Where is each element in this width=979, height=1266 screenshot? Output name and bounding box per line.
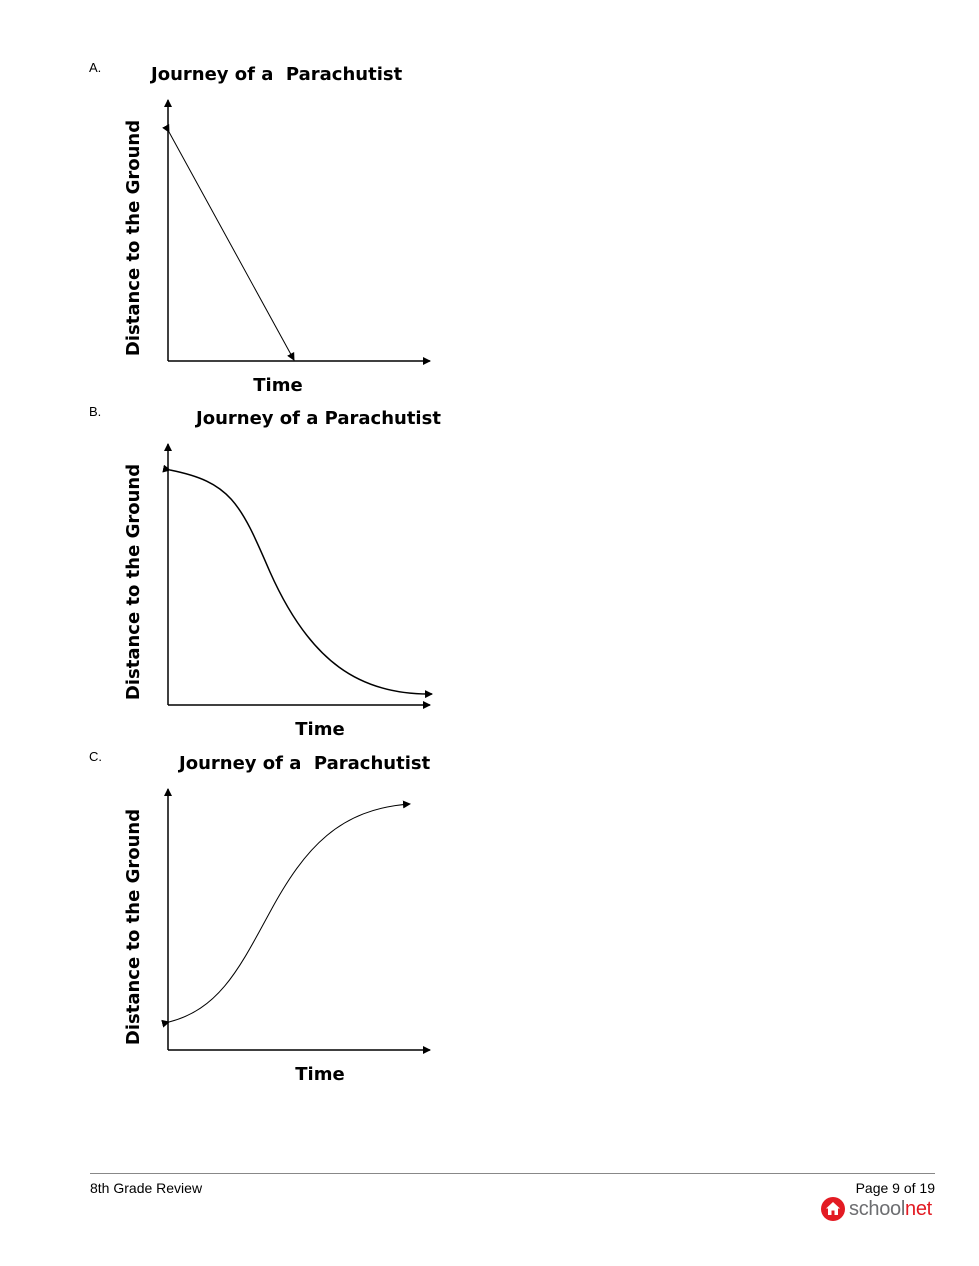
chart-b-curve [170, 470, 432, 694]
option-letter-c: C. [89, 749, 102, 764]
chart-c-svg [110, 747, 470, 1087]
chart-a-title: Journey of a Parachutist [151, 64, 403, 85]
option-letter-a: A. [89, 60, 102, 75]
chart-c-curve [169, 804, 410, 1022]
chart-b-xlabel: Time [295, 719, 345, 740]
footer-title: 8th Grade Review [90, 1180, 203, 1196]
chart-c [110, 747, 470, 1087]
chart-c-title: Journey of a Parachutist [179, 753, 431, 774]
option-letter-b: B. [89, 404, 102, 419]
chart-c-ylabel: Distance to the Ground [123, 808, 144, 1046]
logo-wordmark [849, 1198, 932, 1221]
schoolnet-logo [821, 1196, 932, 1222]
chart-b-title: Journey of a Parachutist [196, 408, 441, 429]
footer-divider [90, 1173, 935, 1174]
chart-a [110, 58, 470, 398]
page-number: Page 9 of 19 [855, 1180, 935, 1196]
chart-a-ylabel: Distance to the Ground [123, 119, 144, 357]
chart-b-svg [110, 402, 470, 742]
chart-b [110, 402, 470, 742]
logo-text-net: net [905, 1197, 932, 1220]
house-icon [821, 1197, 845, 1221]
chart-c-xlabel: Time [295, 1064, 345, 1085]
chart-a-svg [110, 58, 470, 398]
logo-text-school: school [849, 1197, 906, 1220]
chart-a-xlabel: Time [253, 375, 303, 396]
chart-b-ylabel: Distance to the Ground [123, 463, 144, 701]
chart-a-line [169, 132, 294, 360]
